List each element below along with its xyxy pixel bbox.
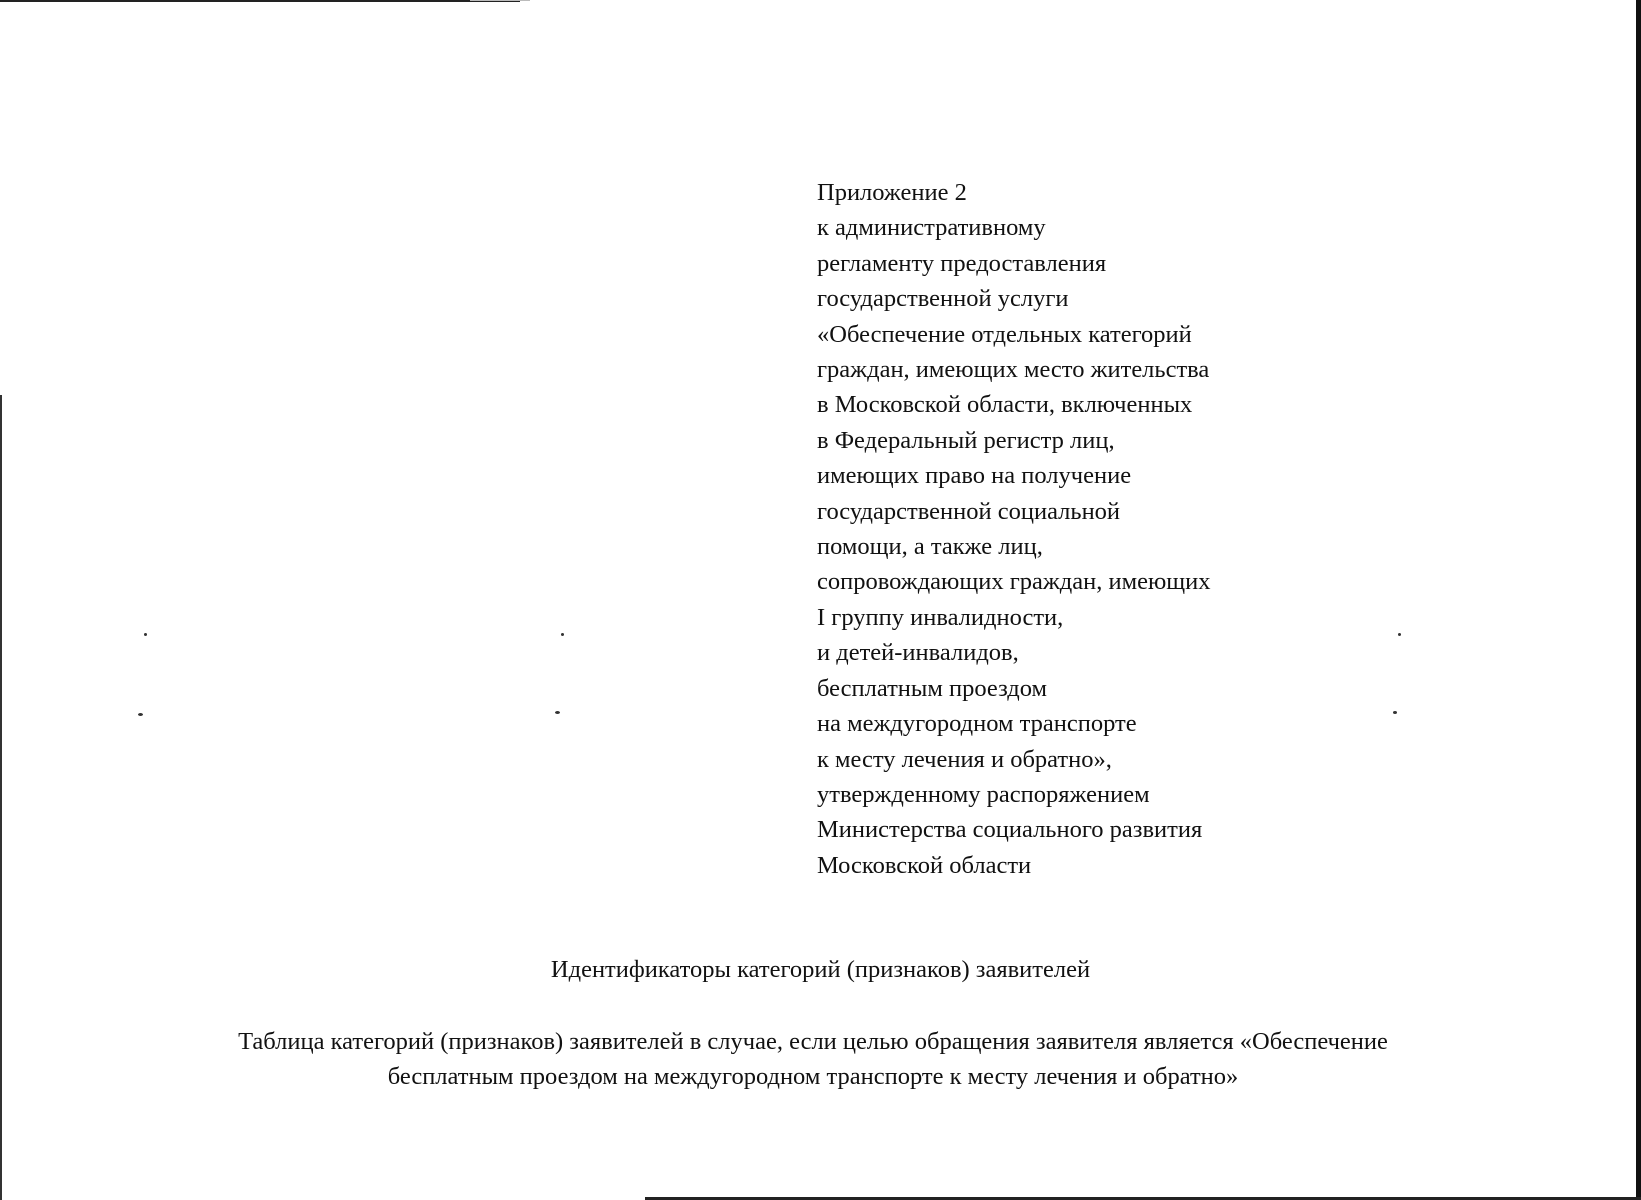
appendix-line: Приложение 2 bbox=[817, 179, 967, 206]
scan-edge-top-fade bbox=[470, 0, 530, 1]
appendix-line: имеющих право на получение bbox=[817, 462, 1132, 490]
scan-speck bbox=[138, 713, 143, 716]
scan-edge-right bbox=[1636, 0, 1641, 1200]
table-caption-line: бесплатным проездом на междугородном транспорте к месту лечения и обратно» bbox=[387, 1063, 1239, 1090]
scan-speck bbox=[1398, 633, 1401, 636]
appendix-line: регламенту предоставления bbox=[817, 249, 1107, 277]
appendix-line: «Обеспечение отдельных категорий bbox=[817, 320, 1192, 348]
appendix-line: Министерства социального развития bbox=[817, 816, 1203, 844]
appendix-line: граждан, имеющих место жительства bbox=[817, 356, 1210, 384]
scan-edge-left bbox=[0, 395, 2, 1200]
appendix-line: помощи, а также лиц, bbox=[817, 533, 1043, 561]
appendix-line: государственной услуги bbox=[817, 285, 1069, 313]
appendix-line: государственной социальной bbox=[817, 497, 1121, 525]
appendix-line: в Федеральный регистр лиц, bbox=[817, 426, 1115, 454]
scan-speck bbox=[144, 633, 147, 636]
appendix-line: Московской области bbox=[817, 851, 1032, 879]
appendix-line: сопровождающих граждан, имеющих bbox=[817, 568, 1211, 596]
appendix-line: к месту лечения и обратно», bbox=[817, 745, 1112, 773]
document-heading: Идентификаторы категорий (признаков) заявителей bbox=[550, 956, 1091, 983]
scan-speck bbox=[1393, 711, 1397, 714]
table-caption-line: Таблица категорий (признаков) заявителей в случае, если целью обращения заявителя является «Обеспечение bbox=[238, 1028, 1388, 1055]
table-caption bbox=[200, 1024, 1426, 1094]
appendix-line: к административному bbox=[817, 214, 1046, 242]
appendix-line: I группу инвалидности, bbox=[817, 603, 1064, 631]
scan-speck bbox=[561, 633, 564, 636]
appendix-block bbox=[817, 175, 1211, 883]
appendix-line: в Московской области, включенных bbox=[817, 391, 1193, 419]
appendix-line: утвержденному распоряжением bbox=[817, 780, 1150, 808]
appendix-line: и детей-инвалидов, bbox=[817, 639, 1019, 667]
appendix-line: на междугородном транспорте bbox=[817, 710, 1137, 738]
scan-speck bbox=[555, 711, 560, 714]
appendix-line: бесплатным проездом bbox=[817, 674, 1048, 702]
scan-edge-top bbox=[0, 0, 520, 2]
